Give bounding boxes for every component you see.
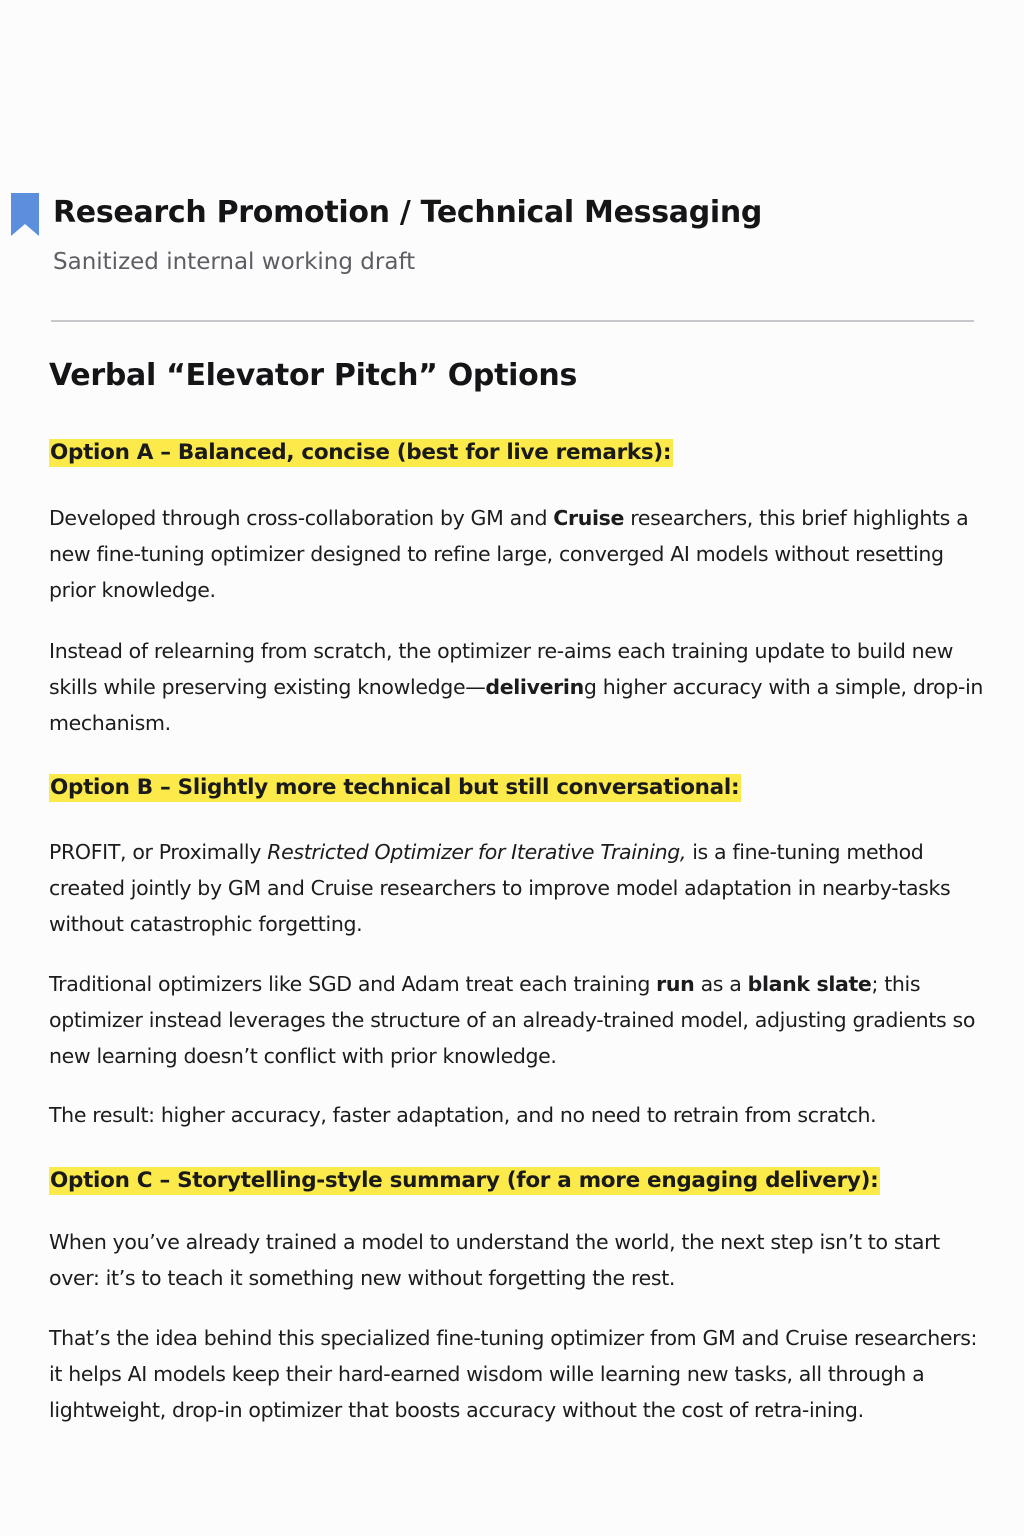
option-b-p1-text-end: is a fine-tuning method created jointly by GM and Cruise researchers to improve model adaptation in nearby-tasks without catastrophic forgetting.	[49, 840, 951, 936]
option-a-p1-bold: Cruise	[553, 506, 625, 530]
option-c-label-text: Option C – Storytelling-style summary (for a more engaging delivery):	[50, 1168, 879, 1193]
option-c-paragraph-1: When you’ve already trained a model to understand the world, the next step isn’t to start over: it’s to teach it something new without forgetting the rest.	[49, 1230, 940, 1290]
option-b-label-text: Option B – Slightly more technical but still conversational:	[50, 775, 740, 800]
document-title: Research Promotion / Technical Messaging	[53, 195, 763, 230]
option-a-label	[49, 440, 673, 465]
option-a-label-text: Option A – Balanced, concise (best for live remarks):	[50, 440, 672, 465]
option-b-p2-text-mid: as a	[694, 972, 748, 996]
section-heading: Verbal “Elevator Pitch” Options	[49, 358, 578, 393]
document-subtitle: Sanitized internal working draft	[53, 249, 416, 275]
option-b-paragraph-3: The result: higher accuracy, faster adaptation, and no need to retrain from scratch.	[49, 1103, 877, 1127]
bookmark-icon	[11, 193, 39, 236]
header-divider	[51, 320, 974, 322]
option-b-paragraph-1	[49, 834, 994, 942]
option-a-p2-text-end: g higher accuracy with a simple, drop-in mechanism.	[49, 675, 984, 735]
option-a-paragraph-2	[49, 633, 994, 741]
option-c-label	[49, 1168, 880, 1193]
option-b-p2-text: Traditional optimizers like SGD and Adam treat each training	[49, 972, 657, 996]
option-b-p2-bold-blank-slate: blank slate	[747, 972, 872, 996]
option-b-label	[49, 775, 741, 800]
option-b-p2-text-end: ; this optimizer instead leverages the structure of an already-trained model, adjusting gradients so new learning doesn’t conflict with prior knowledge.	[49, 972, 976, 1068]
option-c-paragraph-2: That’s the idea behind this specialized fine-tuning optimizer from GM and Cruise researchers: it helps AI models keep their hard-earned wisdom wille learning new tasks, all through a lightweight, drop-in optimizer that boosts accuracy without the cost of retra-ining.	[49, 1326, 978, 1422]
option-b-p1-italic: Restricted Optimizer for Iterative Training,	[267, 840, 687, 864]
option-a-p2-text: Instead of relearning from scratch, the optimizer re-aims each training update to build new skills while preserving existing knowledge—	[49, 639, 953, 699]
option-a-p1-text-end: researchers, this brief highlights a new fine-tuning optimizer designed to refine large, converged AI models without resetting prior knowledge.	[49, 506, 969, 602]
option-b-p1-text: PROFIT, or Proximally	[49, 840, 268, 864]
option-a-paragraph-1	[49, 500, 994, 608]
option-b-p2-bold-run: run	[656, 972, 695, 996]
option-a-p2-bold: deliverin	[485, 675, 584, 699]
option-a-p1-text: Developed through cross-collaboration by GM and	[49, 506, 554, 530]
option-b-paragraph-2	[49, 966, 994, 1074]
